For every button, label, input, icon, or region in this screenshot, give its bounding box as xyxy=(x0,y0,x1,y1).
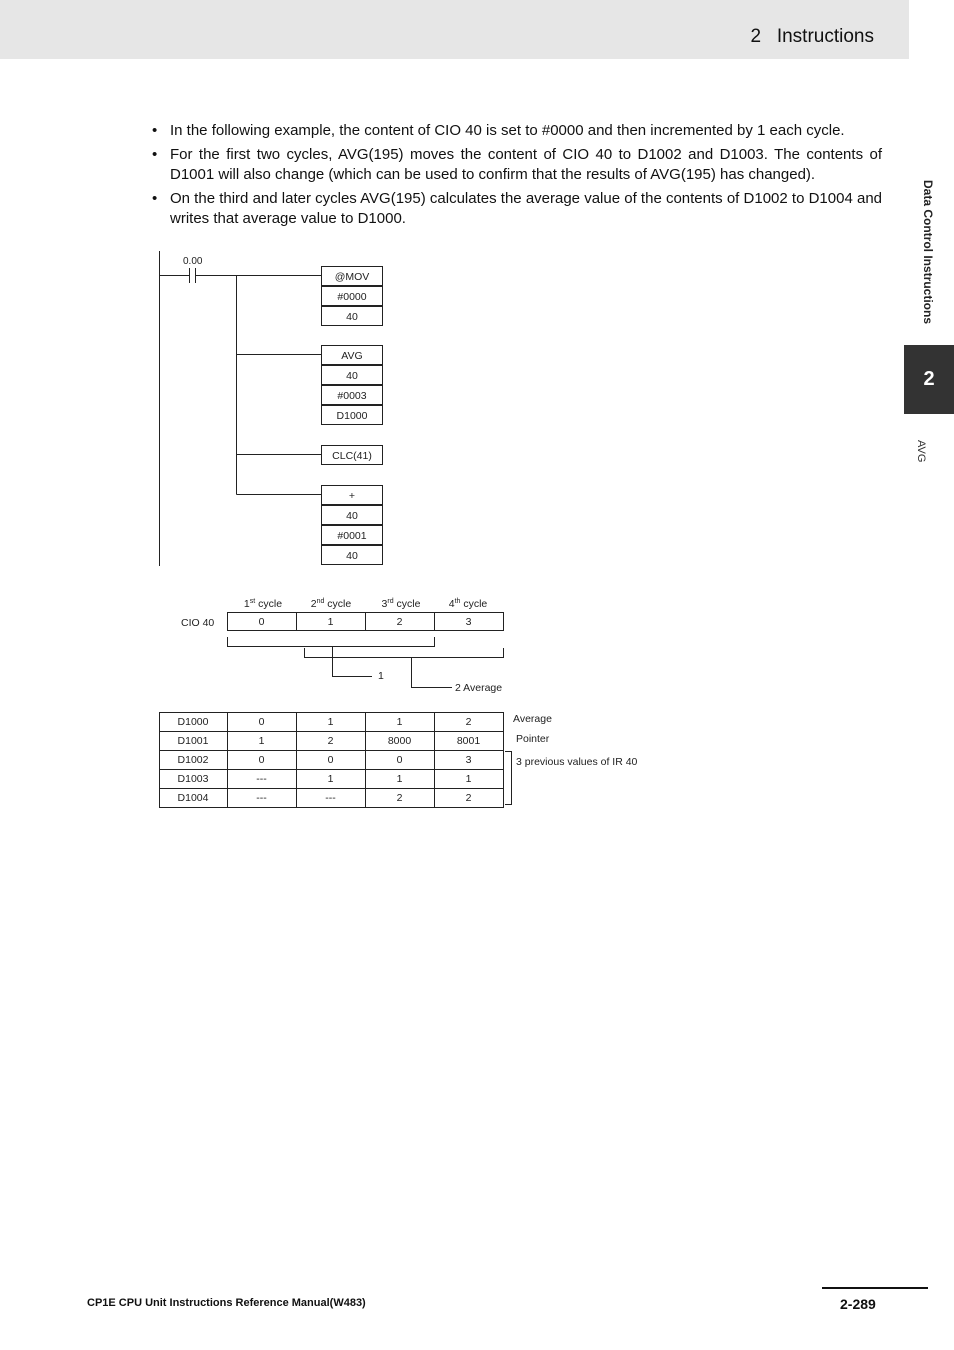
cio-value: 1 xyxy=(327,616,334,628)
row-label: D1001 xyxy=(177,735,209,747)
cycle-number: 3 xyxy=(381,598,388,610)
note-average: Average xyxy=(513,713,552,725)
data-table-diagram xyxy=(0,590,954,820)
table-row xyxy=(160,713,504,732)
instruction-operand: 40 xyxy=(346,370,358,382)
cell-value: 3 xyxy=(465,754,472,766)
cell-value: --- xyxy=(256,792,267,804)
cell-value: 1 xyxy=(396,773,403,785)
instruction-operand: + xyxy=(348,490,356,502)
bracket-window-2 xyxy=(305,648,504,658)
cio-row-label: CIO 40 xyxy=(181,617,215,629)
add-instruction-block xyxy=(322,486,383,565)
leader-line-2 xyxy=(412,658,453,688)
cio-value: 3 xyxy=(465,616,472,628)
instruction-operand: #0000 xyxy=(337,291,367,303)
cio-value: 2 xyxy=(396,616,403,628)
instruction-operand: 40 xyxy=(346,510,358,522)
cell-value: 2 xyxy=(465,716,472,728)
avg-instruction-block xyxy=(322,346,383,425)
footer-rule xyxy=(822,1287,928,1289)
instruction-operand: CLC(41) xyxy=(332,450,372,462)
cycle-word: cycle xyxy=(460,598,488,610)
cell-value: --- xyxy=(256,773,267,785)
cell-value: 0 xyxy=(396,754,403,766)
cycle-ordinal-suffix: nd xyxy=(316,598,325,605)
contact-address: 0.00 xyxy=(183,256,203,267)
cell-value: 1 xyxy=(327,716,334,728)
instruction-side-label: AVG xyxy=(915,440,927,463)
page-header-title: 2 Instructions xyxy=(750,26,874,47)
cell-value: 1 xyxy=(396,716,403,728)
cell-value: 1 xyxy=(327,773,334,785)
cell-value: 1 xyxy=(258,735,265,747)
bracket-label-2: 2 Average xyxy=(455,682,503,694)
note-pointer: Pointer xyxy=(516,733,550,745)
footer-manual-title: CP1E CPU Unit Instructions Reference Manual(W483) xyxy=(87,1297,366,1309)
cycle-word: cycle xyxy=(393,598,421,610)
instruction-operand: #0001 xyxy=(337,530,367,542)
cell-value: 0 xyxy=(258,716,265,728)
instruction-operand: #0003 xyxy=(337,390,367,402)
instruction-operand: D1000 xyxy=(336,410,368,422)
bullet-item: • On the third and later cycles AVG(195) calculates the average value of the contents of D1002 to D1004 and writes that average value to D1000. xyxy=(152,189,882,229)
leader-line-1 xyxy=(333,647,373,677)
clc-instruction-block xyxy=(322,446,383,465)
cycle-header xyxy=(244,598,282,610)
cell-value: 2 xyxy=(396,792,403,804)
page-number: 2-289 xyxy=(840,1296,876,1312)
row-label: D1000 xyxy=(177,716,209,728)
ladder-diagram xyxy=(0,0,954,600)
table-row xyxy=(160,770,504,789)
cell-value: 8000 xyxy=(387,735,412,747)
cycle-word: cycle xyxy=(255,598,283,610)
cycle-word: cycle xyxy=(324,598,352,610)
bracket-label-1: 1 xyxy=(378,670,384,682)
chapter-tab: 2 xyxy=(904,345,954,414)
table-row xyxy=(160,789,504,808)
cycle-header xyxy=(311,598,352,610)
cycle-header xyxy=(449,598,488,610)
cell-value: 0 xyxy=(258,754,265,766)
instruction-operand: 40 xyxy=(346,311,358,323)
previous-values-bracket xyxy=(505,752,512,805)
row-label: D1003 xyxy=(177,773,209,785)
cio-value: 0 xyxy=(258,616,265,628)
instruction-operand: @MOV xyxy=(334,271,370,283)
cell-value: 2 xyxy=(327,735,334,747)
bracket-window-1 xyxy=(228,637,435,647)
table-row xyxy=(160,751,504,770)
cycle-ordinal-suffix: rd xyxy=(387,598,394,605)
cell-value: --- xyxy=(325,792,336,804)
cycle-number: 4 xyxy=(448,598,455,610)
note-previous-values: 3 previous values of IR 40 xyxy=(516,756,638,768)
cell-value: 0 xyxy=(327,754,334,766)
cell-value: 2 xyxy=(465,792,472,804)
row-label: D1002 xyxy=(177,754,209,766)
instruction-operand: 40 xyxy=(346,550,358,562)
cycle-number: 1 xyxy=(243,598,250,610)
bullet-item: • In the following example, the content of CIO 40 is set to #0000 and then incremented by 1 each cycle. xyxy=(152,121,882,141)
instruction-operand: AVG xyxy=(341,350,363,362)
bullet-item: • For the first two cycles, AVG(195) moves the content of CIO 40 to D1002 and D1003. The contents of D1001 will also change (which can be used to confirm that the results of AVG(195) has changed). xyxy=(152,145,882,185)
table-row xyxy=(160,732,504,751)
cycle-ordinal-suffix: th xyxy=(454,598,461,605)
row-label: D1004 xyxy=(177,792,209,804)
cycle-number: 2 xyxy=(310,598,317,610)
section-side-label: Data Control Instructions xyxy=(921,180,935,325)
cycle-ordinal-suffix: st xyxy=(249,598,256,605)
mov-instruction-block xyxy=(322,267,383,326)
cell-value: 1 xyxy=(465,773,472,785)
cycle-header xyxy=(382,598,421,610)
cell-value: 8001 xyxy=(456,735,481,747)
